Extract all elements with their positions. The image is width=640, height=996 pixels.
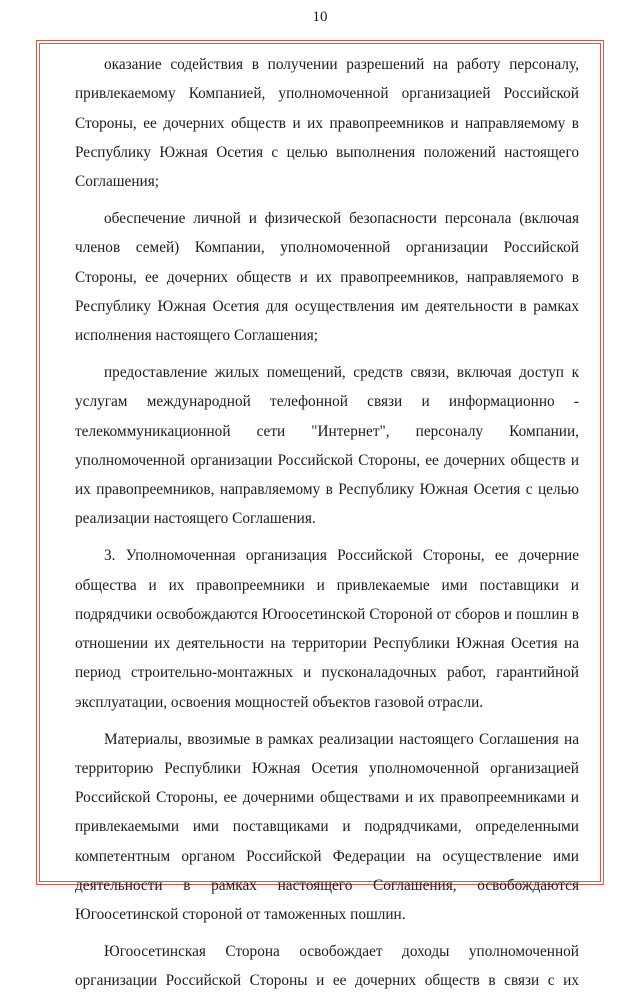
page-number: 10	[312, 9, 328, 25]
paragraph-housing-communications: предоставление жилых помещений, средств связи, включая доступ к услугам международной телефонной связи и информационно - телекоммуникационной сети "Интернет", персоналу Компании, уполномоченной организации Российской Стороны, ее дочерних обществ и их правопреемников, направляемому в Республику Южная Осетия с целью реализации настоящего Соглашения.	[75, 363, 579, 528]
paragraph-income-exemption: Югоосетинская Сторона освобождает доходы уполномоченной организации Российской Стороны и ее дочерних обществ в связи с их	[75, 943, 579, 990]
paragraph-personnel-security: обеспечение личной и физической безопасности персонала (включая членов семей) Компании, уполномоченной организации Российской Стороны, ее дочерних обществ и их правопреемников, направляемого в Республику Южная Осетия для осуществления им деятельности в рамках исполнения настоящего Соглашения;	[75, 209, 579, 345]
paragraph-fees-exemption: 3. Уполномоченная организация Российской Стороны, ее дочерние общества и их правопреемники и привлекаемые ими поставщики и подрядчики освобождаются Югоосетинской Стороной от сборов и пошлин в отношении их деятельности на территории Республики Южная Осетия на период строительно-монтажных и пусконаладочных работ, гарантийной эксплуатации, освоения мощностей объектов газовой отрасли.	[75, 547, 579, 711]
paragraph-customs-exemption: Материалы, ввозимые в рамках реализации настоящего Соглашения на территорию Республики Южная Осетия уполномоченной организацией Российской Стороны, ее дочерними обществами и их правопреемниками и привлекаемыми ими поставщиками и подрядчиками, определенными компетентным органом Российской Федерации на осуществление ими деятельности в рамках настоящего Соглашения, освобождаются Югоосетинской стороной от таможенных пошлин.	[75, 730, 579, 924]
paragraph-work-permits: оказание содействия в получении разрешений на работу персоналу, привлекаемому Компанией, уполномоченной организацией Российской Стороны, ее дочерних обществ и их правопреемников и направляемому в Республику Южная Осетия с целью выполнения положений настоящего Соглашения;	[75, 56, 579, 191]
document-body	[75, 50, 579, 996]
